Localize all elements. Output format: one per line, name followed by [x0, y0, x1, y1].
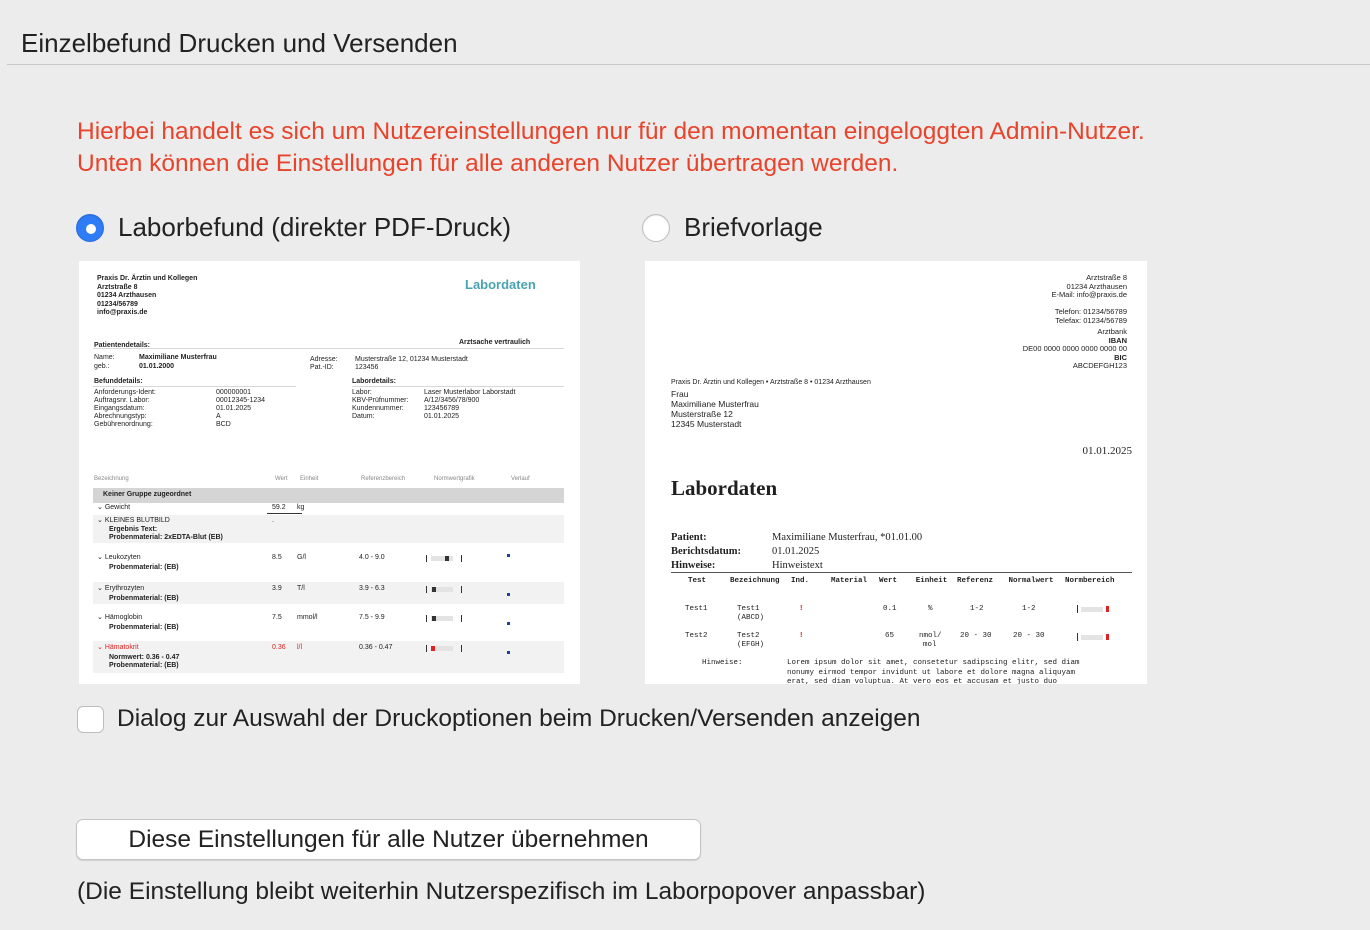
bank-name: Arztbank	[1097, 327, 1127, 336]
cell-unit: %	[928, 605, 933, 613]
col-header: Wert	[275, 476, 288, 482]
dob-value: 01.01.2000	[139, 363, 175, 370]
row-sub: Normwert: 0.36 - 0.47	[109, 654, 180, 661]
row-unit: kg	[297, 504, 305, 511]
norm-tick	[426, 555, 427, 562]
hint-value: Hinweistext	[772, 560, 823, 571]
practice-city: 01234 Arzthausen	[97, 292, 157, 299]
row-sub: Ergebnis Text:	[109, 526, 158, 533]
col-header: Bezeichnung	[94, 476, 129, 482]
patid-value: 123456	[355, 364, 379, 371]
labor-label: KBV-Prüfnummer:	[352, 397, 409, 404]
norm-bar	[431, 556, 453, 561]
col-header: Normwertgrafik	[434, 476, 475, 482]
cell-name: (EFGH)	[737, 641, 765, 649]
lorem-text	[787, 659, 1080, 684]
lorem-line: nonumy eirmod tempor invidunt ut labore et dolore magna aliquyam	[787, 668, 1076, 677]
norm-bar	[1081, 607, 1103, 612]
practice-phone: 01234/56789	[97, 300, 138, 308]
norm-bar	[431, 587, 453, 592]
cell-ref: 20 - 30	[960, 632, 992, 640]
norm-tick	[461, 615, 462, 622]
option-briefvorlage[interactable]	[642, 212, 823, 243]
lorem-line: erat, sed diam voluptua. At vero eos et accusam et justo duo	[787, 678, 1058, 684]
dob-label: geb.:	[94, 363, 110, 370]
letter-date: 01.01.2025	[1082, 445, 1132, 457]
print-dialog-label[interactable]: Dialog zur Auswahl der Druckoptionen beim Drucken/Versenden anzeigen	[117, 705, 921, 732]
row-value: 8.5	[272, 554, 282, 561]
col-header: Normbereich	[1065, 577, 1115, 585]
cell-norm: 1-2	[1022, 605, 1036, 613]
report-label: Berichtsdatum:	[671, 546, 741, 557]
hint-label: Hinweise:	[671, 560, 716, 571]
befund-value: BCD	[216, 421, 231, 428]
col-header: Verlauf	[511, 476, 530, 482]
practice-street: Arztstraße 8	[97, 283, 138, 291]
row-name: ⌄ Gewicht	[97, 504, 131, 511]
cell-unit: nmol/	[919, 632, 942, 640]
page-title: Einzelbefund Drucken und Versenden	[21, 28, 458, 58]
cell-test: Test2	[685, 632, 708, 640]
row-value: .	[272, 517, 274, 524]
row-sub: Probenmaterial: (EB)	[109, 662, 179, 669]
norm-tick	[461, 586, 462, 593]
row-unit: T/l	[297, 585, 305, 592]
row-name: ⌄ KLEINES BLUTBILD	[97, 517, 170, 524]
print-dialog-option[interactable]	[77, 705, 921, 733]
labor-label: Kundennummer:	[352, 405, 404, 412]
phone-block	[1055, 308, 1127, 325]
row-name-text: Gewicht	[104, 504, 131, 511]
trend-dot	[507, 622, 510, 625]
recipient-salutation: Frau	[671, 389, 689, 399]
sender-street: Arztstraße 8	[1086, 273, 1127, 282]
cell-unit: mol	[923, 641, 937, 649]
labor-label: Datum:	[352, 413, 375, 420]
address-label: Adresse:	[310, 356, 338, 363]
iban-value: DE00 0000 0000 0000 0000 00	[1022, 344, 1127, 353]
recipient-name: Maximiliane Musterfrau	[671, 399, 759, 409]
bank-block	[1023, 328, 1127, 371]
col-header: Bezeichnung	[730, 577, 780, 585]
norm-tick	[461, 555, 462, 562]
befund-label: Eingangsdatum:	[94, 405, 145, 412]
patid-label: Pat.-ID:	[310, 364, 334, 371]
cell-name: (ABCD)	[737, 614, 765, 622]
underline	[267, 513, 302, 514]
briefvorlage-label[interactable]: Briefvorlage	[684, 212, 823, 242]
labor-value: 123456789	[424, 405, 460, 412]
laborbefund-preview[interactable]	[79, 261, 580, 684]
notice-line-1: Hierbei handelt es sich um Nutzereinstellungen nur für den momentan eingeloggten Admin-Nutzer.	[77, 118, 1145, 145]
cell-ind: !	[800, 603, 803, 612]
lorem-line: Lorem ipsum dolor sit amet, consetetur sadipscing elitr, sed diam	[787, 659, 1080, 667]
row-name-text: Hämatokrit	[104, 644, 139, 651]
row-ref: 0.36 - 0.47	[359, 644, 393, 651]
labor-value: A/12/3456/78/900	[424, 397, 480, 404]
practice-email: info@praxis.de	[97, 309, 148, 316]
table-row	[93, 503, 564, 515]
befund-label: Anforderungs-Ident:	[94, 389, 156, 396]
cell-ref: 1-2	[970, 605, 984, 613]
row-name: ⌄ Erythrozyten	[97, 585, 145, 592]
col-header: Normalwert	[1008, 577, 1054, 585]
cell-name: Test1	[737, 605, 760, 613]
letter-heading: Labordaten	[671, 476, 778, 500]
col-header: Ind.	[791, 577, 810, 585]
option-laborbefund[interactable]	[76, 212, 511, 243]
row-ref: 3.9 - 6.3	[359, 585, 385, 592]
col-header: Wert	[879, 577, 898, 585]
notice-line-2: Unten können die Einstellungen für alle anderen Nutzer übertragen werden.	[77, 150, 899, 177]
befund-details-heading: Befunddetails:	[94, 378, 143, 385]
cell-ind: !	[800, 630, 803, 639]
group-label: Keiner Gruppe zugeordnet	[103, 491, 192, 498]
norm-tick	[1077, 605, 1078, 613]
row-name-text: Leukozyten	[104, 554, 141, 561]
col-header: Einheit	[300, 476, 319, 482]
norm-bar	[431, 646, 453, 651]
norm-tick	[426, 615, 427, 622]
row-sub: Probenmaterial: (EB)	[109, 564, 179, 571]
befund-value: 00012345-1234	[216, 397, 266, 404]
labor-details-heading: Labordetails:	[352, 378, 396, 385]
befund-label: Abrechnungstyp:	[94, 413, 147, 420]
footer-hint-label: Hinweise:	[702, 659, 743, 667]
cell-value: 0.1	[883, 605, 897, 613]
apply-all-users-button[interactable]: Diese Einstellungen für alle Nutzer übernehmen	[76, 819, 701, 860]
sender-phone: Telefon: 01234/56789	[1054, 307, 1127, 316]
labor-value: Laser Musterlabor Laborstadt	[424, 389, 516, 396]
cell-norm: 20 - 30	[1013, 632, 1045, 640]
row-sub: Probenmaterial: (EB)	[109, 624, 179, 631]
divider	[93, 386, 296, 387]
col-header: Material	[831, 577, 868, 585]
befund-value: 000000001	[216, 389, 252, 396]
cell-test: Test1	[685, 605, 708, 613]
col-header: Referenz	[957, 577, 994, 585]
labor-value: 01.01.2025	[424, 413, 460, 420]
row-value: 7.5	[272, 614, 282, 621]
row-sub: Probenmaterial: 2xEDTA-Blut (EB)	[109, 534, 223, 541]
patient-details-heading: Patientendetails:	[94, 342, 151, 349]
laborbefund-label[interactable]: Laborbefund (direkter PDF-Druck)	[118, 212, 512, 242]
col-header: Einheit	[915, 577, 948, 585]
name-label: Name:	[94, 354, 115, 361]
row-name-text: Hämoglobin	[104, 614, 143, 621]
row-name: ⌄ Hämatokrit	[97, 644, 139, 651]
report-value: 01.01.2025	[772, 546, 820, 557]
admin-notice	[77, 116, 1145, 180]
patient-value: Maximiliane Musterfrau, *01.01.00	[772, 532, 923, 543]
befund-value: 01.01.2025	[216, 405, 252, 412]
row-name-text: KLEINES BLUTBILD	[104, 517, 170, 524]
recipient-street: Musterstraße 12	[671, 409, 733, 419]
practice-block	[97, 275, 197, 318]
laborbefund-radio[interactable]	[76, 214, 104, 242]
recipient-block	[671, 389, 759, 429]
norm-tick	[426, 645, 427, 652]
norm-bar	[1081, 635, 1103, 640]
sender-city: 01234 Arzthausen	[1066, 281, 1127, 291]
cell-value: 65	[885, 632, 895, 640]
row-ref: 4.0 - 9.0	[359, 554, 385, 561]
bic-label: BIC	[1114, 352, 1127, 362]
print-dialog-checkbox[interactable]	[77, 706, 104, 733]
footnote: (Die Einstellung bleibt weiterhin Nutzerspezifisch im Laborpopover anpassbar)	[77, 878, 926, 905]
iban-label: IBAN	[1108, 335, 1127, 345]
trend-dot	[507, 593, 510, 596]
cell-name: Test2	[737, 632, 760, 640]
row-unit: l/l	[297, 644, 303, 651]
title-divider	[7, 64, 1370, 65]
col-header: Test	[688, 577, 707, 585]
norm-marker	[1106, 606, 1109, 612]
row-name: ⌄ Leukozyten	[97, 554, 141, 561]
sender-fax: Telefax: 01234/56789	[1055, 315, 1127, 325]
practice-name: Praxis Dr. Ärztin und Kollegen	[97, 275, 198, 282]
norm-marker	[1106, 634, 1109, 640]
row-ref: 7.5 - 9.9	[359, 614, 385, 621]
row-unit: G/l	[297, 554, 306, 561]
row-sub: Probenmaterial: (EB)	[109, 595, 179, 602]
norm-tick	[461, 645, 462, 652]
briefvorlage-radio[interactable]	[642, 214, 670, 242]
row-unit: mmol/l	[297, 614, 318, 621]
trend-dot	[507, 651, 510, 654]
sender-block	[1051, 274, 1127, 300]
norm-bar	[431, 616, 453, 621]
row-value: 0.36	[272, 644, 286, 651]
norm-tick	[1077, 633, 1078, 641]
divider	[93, 348, 564, 349]
col-header: Referenzbereich	[361, 476, 406, 482]
recipient-city: 12345 Musterstadt	[671, 419, 742, 429]
sender-email: E-Mail: info@praxis.de	[1051, 290, 1127, 299]
labor-label: Labor:	[352, 389, 372, 396]
name-value: Maximiliane Musterfrau	[139, 354, 217, 361]
befund-label: Auftragsnr. Labor:	[94, 397, 150, 404]
norm-tick	[426, 586, 427, 593]
row-name: ⌄ Hämoglobin	[97, 614, 143, 621]
confidential-note: Arztsache vertraulich	[459, 339, 531, 346]
sender-line: Praxis Dr. Ärztin und Kollegen • Arztstraße 8 • 01234 Arzthausen	[671, 379, 871, 386]
bic-value: ABCDEFGH123	[1072, 361, 1127, 370]
row-name-text: Erythrozyten	[104, 585, 145, 592]
patient-label: Patient:	[671, 532, 707, 543]
address-value: Musterstraße 12, 01234 Musterstadt	[355, 356, 468, 363]
trend-dot	[507, 554, 510, 557]
divider	[352, 386, 564, 387]
row-value: 59.2	[272, 504, 286, 511]
preview1-heading: Labordaten	[465, 277, 536, 292]
befund-label: Gebührenordnung:	[94, 421, 153, 428]
divider	[671, 572, 1132, 573]
befund-value: A	[216, 413, 221, 420]
briefvorlage-preview[interactable]	[645, 261, 1147, 684]
row-value: 3.9	[272, 585, 282, 592]
